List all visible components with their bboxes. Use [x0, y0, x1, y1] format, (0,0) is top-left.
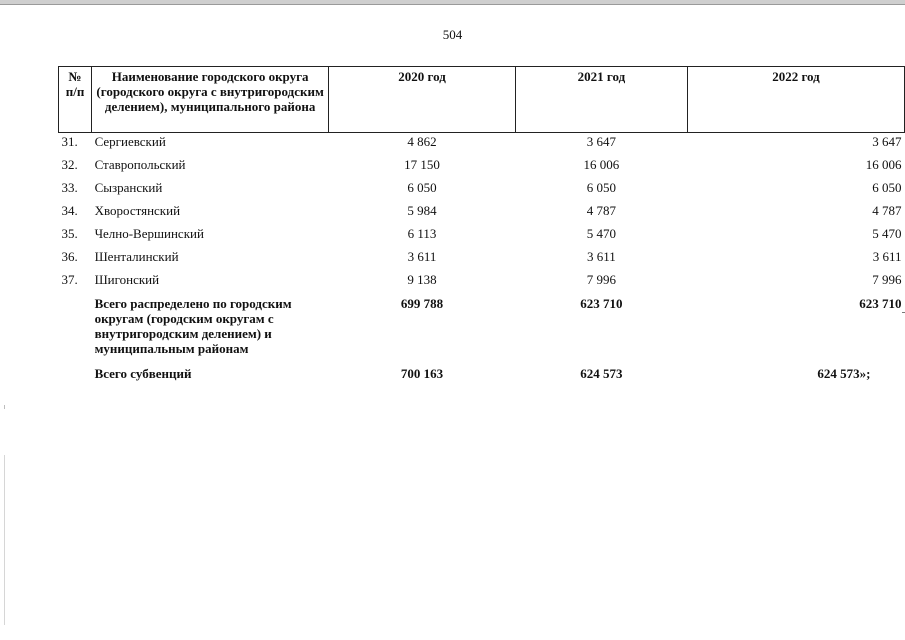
header-2020: 2020 год — [329, 67, 516, 133]
row-value-2021: 4 787 — [586, 203, 617, 218]
row-num: 32. — [61, 157, 78, 172]
row-value-2020: 9 138 — [407, 272, 437, 287]
row-name: Хворостянский — [94, 203, 181, 218]
row-value-2022: 3 611 — [872, 249, 902, 264]
row-value-2021: 3 611 — [587, 249, 616, 264]
row-num: 36. — [61, 249, 78, 264]
row-value-2020: 6 113 — [407, 226, 437, 241]
row-value-2021: 7 996 — [586, 272, 617, 287]
header-num: № п/п — [59, 67, 92, 133]
row-value-2021: 3 647 — [586, 134, 617, 149]
total-distributed-row — [59, 295, 905, 366]
total-subventions-2021: 624 573 — [580, 366, 623, 381]
empty-cell — [59, 295, 92, 366]
table-row — [59, 249, 905, 272]
row-name: Сергиевский — [94, 134, 166, 149]
row-name: Сызранский — [94, 180, 163, 195]
total-distributed-label: Всего распределено по городским округам (городским округам с внутригородским делением) и муниципальным районам — [94, 296, 292, 356]
row-num: 33. — [61, 180, 78, 195]
row-name: Шенталинский — [94, 249, 179, 264]
total-subventions-2020: 700 163 — [400, 366, 444, 381]
row-value-2020: 5 984 — [407, 203, 437, 218]
row-value-2022: 4 787 — [872, 203, 902, 218]
table-header-row — [59, 67, 905, 133]
page-number: 504 — [442, 27, 463, 42]
row-num: 31. — [61, 134, 78, 149]
scan-edge-line — [4, 455, 5, 625]
row-value-2022: 7 996 — [872, 272, 902, 287]
row-value-2020: 6 050 — [407, 180, 437, 195]
row-num: 34. — [61, 203, 78, 218]
total-distributed-2020: 699 788 — [400, 296, 444, 311]
row-value-2020: 4 862 — [407, 134, 437, 149]
row-value-2021: 6 050 — [586, 180, 617, 195]
row-value-2021: 5 470 — [586, 226, 617, 241]
row-value-2020: 3 611 — [407, 249, 437, 264]
row-value-2020: 17 150 — [404, 157, 440, 172]
row-value-2022: 6 050 — [872, 180, 902, 195]
table-row — [59, 272, 905, 295]
row-num: 37. — [61, 272, 78, 287]
row-num: 35. — [61, 226, 78, 241]
empty-cell — [59, 366, 92, 384]
table-row — [59, 203, 905, 226]
row-name: Челно-Вершинский — [94, 226, 204, 241]
header-2022: 2022 год — [687, 67, 904, 133]
row-value-2022: 5 470 — [872, 226, 902, 241]
row-value-2022: 16 006 — [865, 157, 902, 172]
row-value-2022: 3 647 — [872, 134, 902, 149]
row-value-2021: 16 006 — [583, 157, 620, 172]
table-row — [59, 133, 905, 158]
header-2021: 2021 год — [515, 67, 687, 133]
total-subventions-label: Всего субвенций — [94, 366, 192, 381]
total-distributed-2022: 623 710 — [859, 296, 902, 311]
row-name: Ставропольский — [94, 157, 186, 172]
table-row — [59, 226, 905, 249]
total-subventions-row — [59, 366, 905, 384]
scan-mark — [4, 405, 5, 409]
table-row — [59, 180, 905, 203]
header-name: Наименование городского округа (городского округа с внутригородским делением), муниципального района — [92, 67, 329, 133]
row-name: Шигонский — [94, 272, 160, 287]
total-distributed-2021: 623 710 — [580, 296, 623, 311]
total-subventions-2022: 624 573»; — [817, 366, 871, 381]
table-row — [59, 157, 905, 180]
subvention-table — [58, 66, 905, 384]
top-border-rule — [0, 0, 905, 5]
